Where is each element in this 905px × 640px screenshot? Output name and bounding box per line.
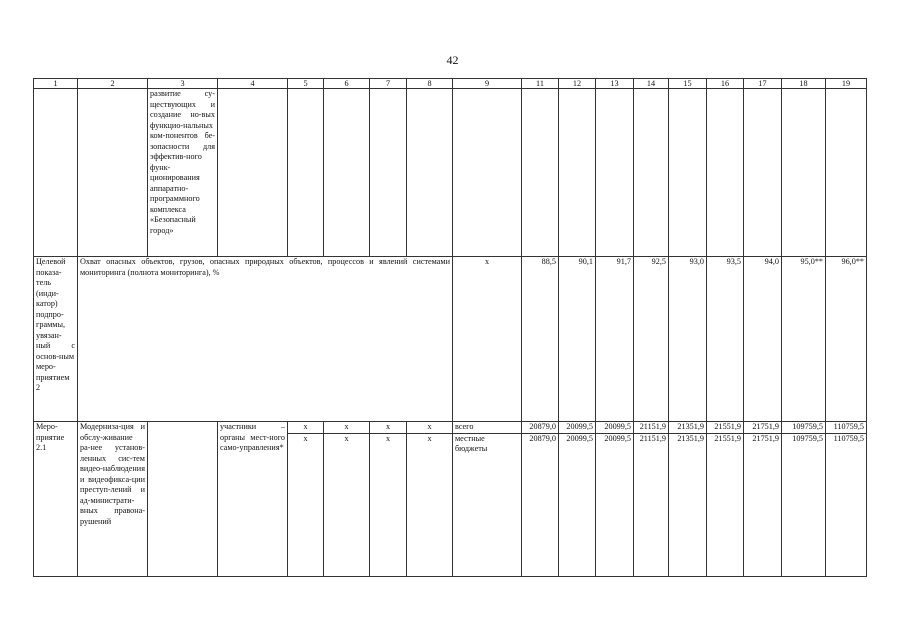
indicator-value: 88,5 xyxy=(522,257,559,422)
task-text: развитие су-ществующих и создание но-вых функцио-нальных ком-понентов бе-зопасности для эффектив-ного функ-ционирования аппаратно-программного комплекса «Безопасный город» xyxy=(148,89,218,257)
local-value: 21551,9 xyxy=(707,433,744,576)
total-value: 20099,5 xyxy=(559,422,596,434)
col-header: 16 xyxy=(707,79,744,89)
local-value: 20099,5 xyxy=(559,433,596,576)
x-mark: х xyxy=(370,433,407,576)
col-header: 6 xyxy=(324,79,370,89)
local-value: 21751,9 xyxy=(744,433,782,576)
col-header: 7 xyxy=(370,79,407,89)
indicator-description: Охват опасных объектов, грузов, опасных природных объектов, процессов и явлений системами мониторинга (полнота мониторинга), % xyxy=(78,257,453,422)
task-continuation-row xyxy=(34,89,867,257)
measure-description: Модерниза-ция и обслу-живание ра-нее установ-ленных сис-тем видео-наблюдения и видеофикса-ции преступ-лений и ад-министрати-вных правона-рушений xyxy=(78,422,148,577)
local-value: 109759,5 xyxy=(782,433,826,576)
total-value: 110759,5 xyxy=(826,422,867,434)
col-header: 15 xyxy=(669,79,707,89)
col-header: 17 xyxy=(744,79,782,89)
measure-total-row xyxy=(34,422,867,434)
local-value: 20099,5 xyxy=(596,433,634,576)
x-mark: х xyxy=(324,422,370,434)
indicator-value: 93,5 xyxy=(707,257,744,422)
col-header: 2 xyxy=(78,79,148,89)
local-value: 21151,9 xyxy=(634,433,669,576)
x-mark: х xyxy=(324,433,370,576)
col-header: 4 xyxy=(218,79,288,89)
x-mark: х xyxy=(370,422,407,434)
column-number-row xyxy=(34,79,867,89)
x-mark: х xyxy=(288,433,324,576)
col-header: 13 xyxy=(596,79,634,89)
x-mark: х xyxy=(288,422,324,434)
indicator-value: 91,7 xyxy=(596,257,634,422)
indicator-col9: х xyxy=(453,257,522,422)
x-mark: х xyxy=(407,422,453,434)
col-header: 5 xyxy=(288,79,324,89)
col-header: 1 xyxy=(34,79,78,89)
local-value: 21351,9 xyxy=(669,433,707,576)
total-value: 21351,9 xyxy=(669,422,707,434)
page-number: 42 xyxy=(446,53,459,67)
total-value: 20099,5 xyxy=(596,422,634,434)
indicator-label: Целевой показа-тель (инди-катор) подпро-граммы, увязан-ный с основ-ным меро-приятием 2 xyxy=(34,257,78,422)
indicator-value: 92,5 xyxy=(634,257,669,422)
indicator-value: 96,0** xyxy=(826,257,867,422)
col-header: 12 xyxy=(559,79,596,89)
total-value: 21751,9 xyxy=(744,422,782,434)
program-table xyxy=(33,78,867,577)
col-header: 14 xyxy=(634,79,669,89)
col-header: 19 xyxy=(826,79,867,89)
total-value: 21151,9 xyxy=(634,422,669,434)
total-value: 109759,5 xyxy=(782,422,826,434)
col-header: 3 xyxy=(148,79,218,89)
col-header: 8 xyxy=(407,79,453,89)
total-value: 21551,9 xyxy=(707,422,744,434)
total-label: всего xyxy=(453,422,522,434)
indicator-value: 90,1 xyxy=(559,257,596,422)
indicator-value: 94,0 xyxy=(744,257,782,422)
measure-label: Меро-приятие 2.1 xyxy=(34,422,78,577)
x-mark: х xyxy=(407,433,453,576)
col-header: 11 xyxy=(522,79,559,89)
indicator-row xyxy=(34,257,867,422)
local-budget-label: местные бюджеты xyxy=(453,433,522,576)
indicator-value: 93,0 xyxy=(669,257,707,422)
indicator-value: 95,0** xyxy=(782,257,826,422)
col-header: 9 xyxy=(453,79,522,89)
total-value: 20879,0 xyxy=(522,422,559,434)
local-value: 110759,5 xyxy=(826,433,867,576)
col-header: 18 xyxy=(782,79,826,89)
local-value: 20879,0 xyxy=(522,433,559,576)
measure-participants: участники – органы мест-ного само-управления* xyxy=(218,422,288,577)
